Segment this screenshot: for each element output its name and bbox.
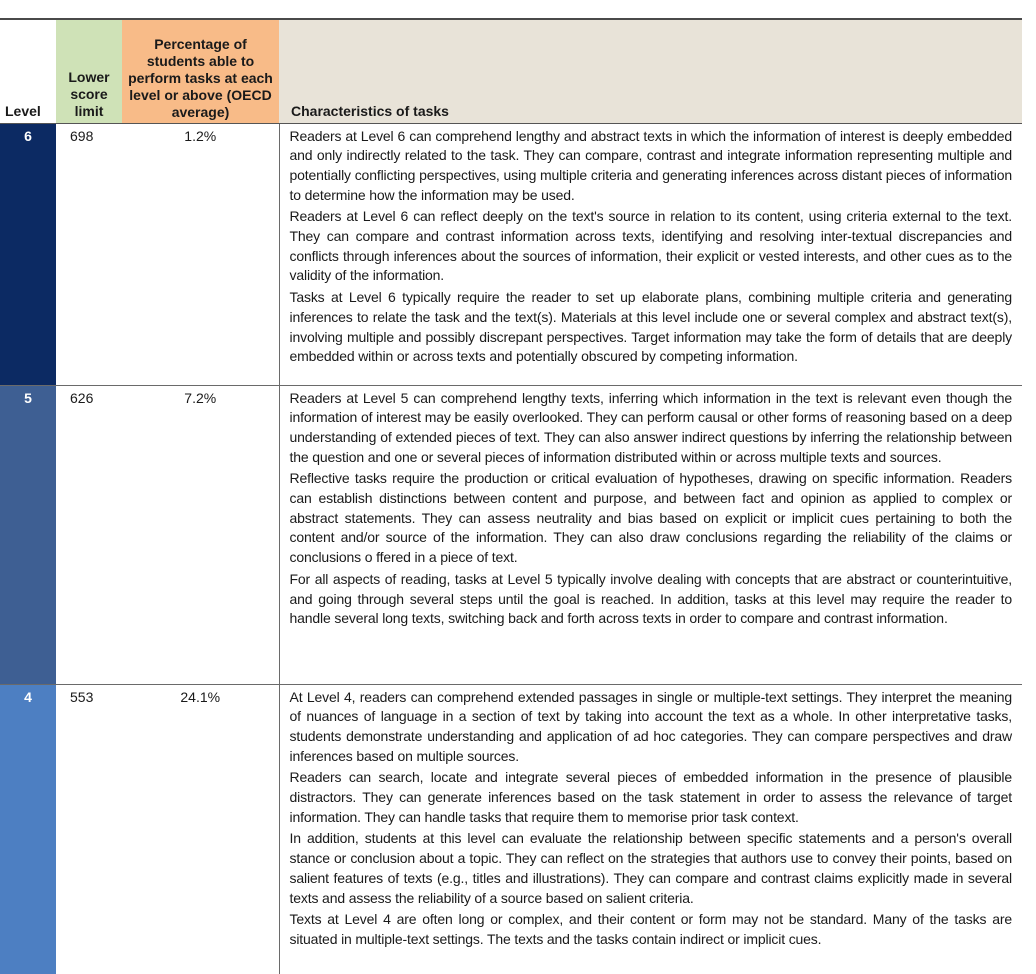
level-cell: 6 <box>0 123 56 385</box>
characteristics-paragraph: Readers can search, locate and integrate several pieces of embedded information in the presence of plausible distractors. They can generate inferences based on the task statement in order to assess the relevance of target information. They can handle tasks that require them to memorise prior task context. <box>289 769 1012 825</box>
characteristics-paragraph: For all aspects of reading, tasks at Level 5 typically involve dealing with concepts that are abstract or counterintuitive, and going through several steps until the goal is reached. In addition, tasks at this level may require the reader to handle several long texts, switching back and forth across texts in order to compare and contrast information. <box>289 570 1012 627</box>
header-percentage: Percentage of students able to perform tasks at each level or above (OECD average) <box>122 19 279 123</box>
percentage-cell: 1.2% <box>122 123 279 385</box>
table-header-row <box>0 19 1022 123</box>
characteristics-paragraph: Readers at Level 6 can comprehend lengthy and abstract texts in which the information of interest is deeply embedded and only indirectly related to the task. They can compare, contrast and integrate information representing multiple and potentially conflicting perspectives, using multiple criteria and generating inferences across distant pieces of information to determine how the information may be used. <box>289 127 1012 203</box>
characteristics-paragraph: Reflective tasks require the production or critical evaluation of hypotheses, drawing on specific information. Readers can establish distinctions between content and purpose, and between fact and opinion as applied to complex or abstract statements. They can assess neutrality and bias based on explicit or implicit cues pertaining to both the content and/or source of the information. They can also draw conclusions regarding the reliability of the claims or conclusions o ffered in a piece of text. <box>289 470 1012 566</box>
percentage-cell: 7.2% <box>122 385 279 684</box>
header-characteristics: Characteristics of tasks <box>279 19 1022 123</box>
header-level: Level <box>0 19 56 123</box>
proficiency-table-wrapper <box>0 18 1022 974</box>
characteristics-paragraph: Readers at Level 5 can comprehend lengthy texts, inferring which information in the text is relevant even though the information of interest may be easily overlooked. They can perform causal or other forms of reasoning based on a deep understanding of extended pieces of text. They can also answer indirect questions by inferring the relationship between the question and one or several pieces of information distributed within or across multiple texts and sources. <box>289 389 1012 465</box>
characteristics-paragraph: In addition, students at this level can evaluate the relationship between specific statements and a person's overall stance or conclusion about a topic. They can reflect on the strategies that authors use to convey their points, based on salient features of texts (e.g., titles and illustrations). They can compare and contrast claims explicitly made in several texts and assess the reliability of a source based on salient criteria. <box>289 830 1012 906</box>
characteristics-paragraph: At Level 4, readers can comprehend extended passages in single or multiple-text settings. They interpret the meaning of nuances of language in a section of text by taking into account the text as a whole. In other interpretative tasks, students demonstrate understanding and application of ad hoc categories. They can compare perspectives and draw inferences based on multiple sources. <box>289 688 1012 764</box>
header-lower-score-limit: Lower score limit <box>56 19 122 123</box>
reading-proficiency-table <box>0 18 1022 974</box>
table-row-level-4 <box>0 684 1022 974</box>
percentage-cell: 24.1% <box>122 684 279 974</box>
level-cell: 4 <box>0 684 56 974</box>
characteristics-cell <box>279 385 1022 684</box>
table-row-level-6 <box>0 123 1022 385</box>
table-row-level-5 <box>0 385 1022 684</box>
characteristics-paragraph: Readers at Level 6 can reflect deeply on the text's source in relation to its content, using criteria external to the text. They can compare and contrast information across texts, identifying and resolving inter-textual discrepancies and conflicts through inferences about the sources of information, their explicit or vested interests, and other cues as to the validity of the information. <box>289 208 1012 284</box>
characteristics-paragraph: Texts at Level 4 are often long or complex, and their content or form may not be standard. Many of the tasks are situated in multiple-text settings. The texts and the tasks contain indirect or implicit cues. <box>289 911 1012 947</box>
characteristics-paragraph: Tasks at Level 6 typically require the reader to set up elaborate plans, combining multiple criteria and generating inferences to relate the task and the text(s). Materials at this level include one or several complex and abstract text(s), involving multiple and possibly discrepant perspectives. Target information may take the form of details that are deeply embedded within or across texts and potentially obscured by competing information. <box>289 289 1012 365</box>
characteristics-cell <box>279 123 1022 385</box>
score-cell: 698 <box>56 123 122 385</box>
level-cell: 5 <box>0 385 56 684</box>
score-cell: 553 <box>70 688 94 705</box>
characteristics-cell <box>279 684 1022 974</box>
score-cell: 626 <box>56 385 122 684</box>
